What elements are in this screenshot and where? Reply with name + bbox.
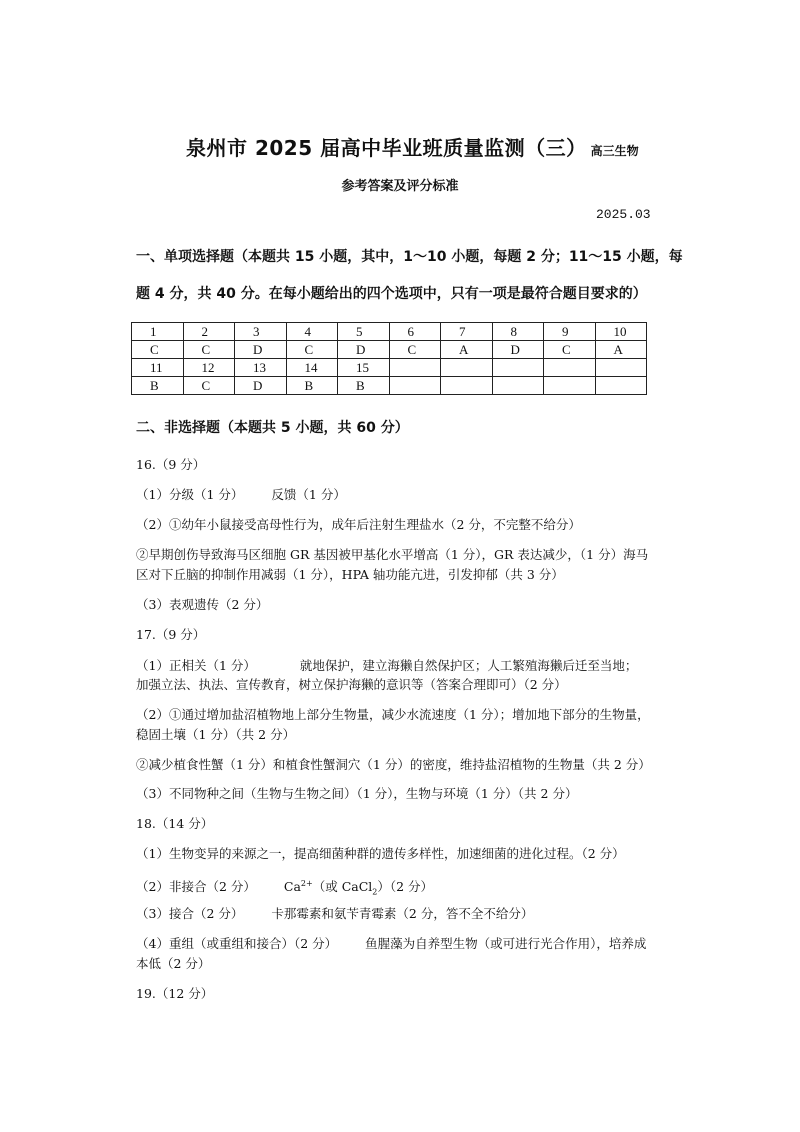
q16-line4: （3）表观遗传（2 分）: [136, 597, 269, 612]
table-cell: [492, 359, 544, 377]
q18-line2: [136, 873, 676, 904]
q18-line4a: （4）重组（或重组和接合）（2 分）: [136, 936, 338, 951]
table-row: [132, 359, 647, 377]
q18-line3b: 卡那霉素和氨苄青霉素（2 分，答不全不给分）: [271, 906, 534, 921]
table-cell: C: [389, 341, 441, 359]
table-cell: 9: [544, 323, 596, 341]
table-cell: 15: [338, 359, 390, 377]
q19-head: 19.（12 分）: [136, 986, 214, 1001]
table-cell: [441, 377, 493, 395]
table-cell: 6: [389, 323, 441, 341]
q17-line3: ②减少植食性蟹（1 分）和植食性蟹洞穴（1 分）的密度，维持盐沼植物的生物量（共 2 分）: [136, 757, 651, 772]
q18-head: 18.（14 分）: [136, 816, 214, 831]
table-cell: 13: [235, 359, 287, 377]
table-cell: A: [595, 341, 647, 359]
table-cell: 14: [286, 359, 338, 377]
table-cell: 12: [183, 359, 235, 377]
q18-line4b: 鱼腥藻为自养型生物（或可进行光合作用），培养成: [365, 936, 647, 951]
date: 2025.03: [596, 207, 651, 222]
formula-alt: （或 CaCl: [312, 879, 373, 895]
table-cell: [595, 359, 647, 377]
answer-table: [131, 322, 647, 395]
section1-heading-line1: 一、单项选择题（本题共 15 小题，其中，1～10 小题，每题 2 分；11～15 小题，每: [136, 249, 683, 265]
table-cell: C: [132, 341, 184, 359]
formula-score: ）（2 分）: [377, 879, 434, 895]
q18-line2b-formula: [283, 879, 434, 897]
table-cell: C: [183, 341, 235, 359]
page-title: [186, 132, 639, 161]
table-cell: 11: [132, 359, 184, 377]
table-cell: B: [132, 377, 184, 395]
subtitle: 参考答案及评分标准: [341, 179, 459, 194]
q17-line1a: （1）正相关（1 分）: [136, 658, 256, 673]
q18-line4: [136, 933, 676, 955]
table-cell: D: [235, 341, 287, 359]
q17-line2b: 稳固土壤（1 分）（共 2 分）: [136, 727, 296, 742]
q16-head: 16.（9 分）: [136, 457, 206, 472]
table-cell: 10: [595, 323, 647, 341]
table-cell: D: [492, 341, 544, 359]
table-cell: C: [183, 377, 235, 395]
section2-heading: 二、非选择题（本题共 5 小题，共 60 分）: [136, 420, 409, 436]
title-subject: 高三生物: [590, 144, 639, 158]
q17-line4: （3）不同物种之间（生物与生物之间）（1 分），生物与环境（1 分）（共 2 分）: [136, 786, 578, 801]
table-row: [132, 341, 647, 359]
formula-ca: Ca: [283, 879, 301, 895]
formula-subscript: 2: [372, 887, 378, 897]
table-row: [132, 323, 647, 341]
q18-line3a: （3）接合（2 分）: [136, 906, 244, 921]
q17-line1c: 加强立法、执法、宣传教育，树立保护海獭的意识等（答案合理即可）（2 分）: [136, 677, 567, 692]
table-cell: 2: [183, 323, 235, 341]
table-cell: B: [338, 377, 390, 395]
table-cell: C: [286, 341, 338, 359]
table-cell: 7: [441, 323, 493, 341]
table-cell: C: [544, 341, 596, 359]
formula-charge: 2+: [300, 879, 313, 888]
q18-line1: （1）生物变异的来源之一，提高细菌种群的遗传多样性，加速细菌的进化过程。（2 分）: [136, 846, 625, 861]
q17-line2a: （2）①通过增加盐沼植物地上部分生物量，减少水流速度（1 分）；增加地下部分的生物量，: [136, 707, 650, 722]
table-cell: 1: [132, 323, 184, 341]
q16-line1a: （1）分级（1 分）: [136, 487, 244, 502]
table-cell: 3: [235, 323, 287, 341]
table-cell: A: [441, 341, 493, 359]
q16-line3b: 区对下丘脑的抑制作用减弱（1 分），HPA 轴功能亢进，引发抑郁（共 3 分）: [136, 567, 564, 582]
q16-line3a: ②早期创伤导致海马区细胞 GR 基因被甲基化水平增高（1 分），GR 表达减少，（1 分）海马: [136, 547, 649, 562]
table-cell: D: [338, 341, 390, 359]
table-row: [132, 377, 647, 395]
table-cell: 5: [338, 323, 390, 341]
table-cell: [492, 377, 544, 395]
table-cell: [544, 359, 596, 377]
table-cell: [544, 377, 596, 395]
table-cell: [389, 377, 441, 395]
q17-line1b: 就地保护，建立海獭自然保护区；人工繁殖海獭后迁至当地；: [299, 658, 638, 673]
q18-line3: [136, 903, 676, 925]
table-cell: [441, 359, 493, 377]
section1-heading-line2: 题 4 分，共 40 分。在每小题给出的四个选项中，只有一项是最符合题目要求的）: [136, 286, 647, 302]
q18-line4c: 本低（2 分）: [136, 956, 211, 971]
q18-line2a: （2）非接合（2 分）: [136, 879, 256, 895]
title-main: 泉州市 2025 届高中毕业班质量监测（三）: [186, 136, 587, 160]
q16-line1: [136, 484, 676, 506]
table-cell: D: [235, 377, 287, 395]
q17-head: 17.（9 分）: [136, 627, 206, 642]
table-cell: [595, 377, 647, 395]
table-cell: B: [286, 377, 338, 395]
table-cell: 8: [492, 323, 544, 341]
table-cell: 4: [286, 323, 338, 341]
q16-line1b: 反馈（1 分）: [271, 487, 346, 502]
q16-line2: （2）①幼年小鼠接受高母性行为，成年后注射生理盐水（2 分，不完整不给分）: [136, 517, 581, 532]
table-cell: [389, 359, 441, 377]
